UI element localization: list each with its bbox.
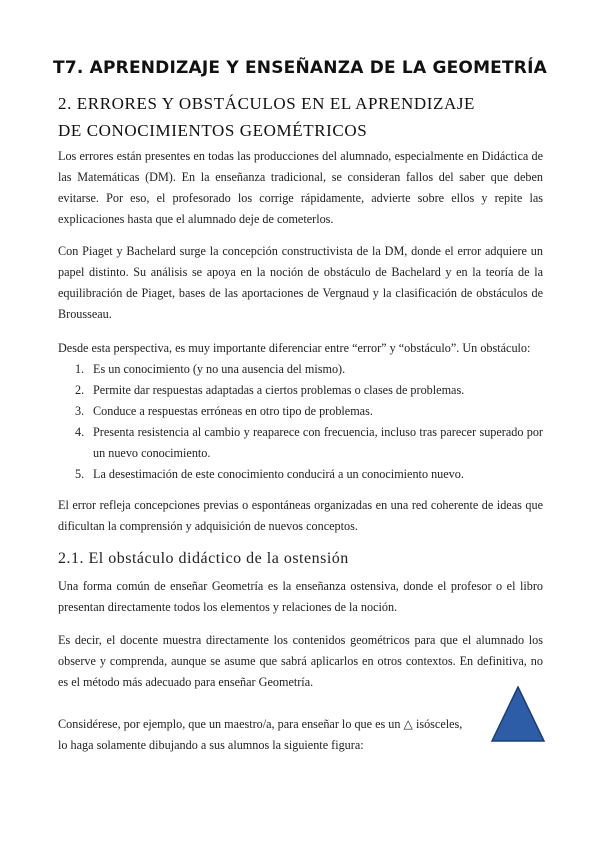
paragraph-error-conclusion: El error refleja concepciones previas o espontáneas organizadas en una red coherente de ideas que dificultan la comprensión y adquisición de nuevos conceptos. — [58, 498, 543, 533]
obstacle-characteristics-list — [58, 359, 543, 485]
paragraph-errors-intro: Los errores están presentes en todas las producciones del alumnado, especialmente en Didáctica de las Matemáticas (DM). En la enseñanza tradicional, se consideran fallos del saber que deben evitarse. Por eso, el profesorado los corrige rápidamente, advierte sobre ellos y repite las explicaciones hasta que el alumnado deje de cometerlos. — [58, 149, 543, 226]
paragraph-teacher-shows: Es decir, el docente muestra directamente los contenidos geométricos para que el alumnado los observe y comprenda, aunque se asume que sabrá aplicarlos en otros contextos. En definitiva, no es el método más adecuado para enseñar Geometría. — [58, 633, 543, 689]
list-item: 2. Permite dar respuestas adaptadas a ciertos problemas o clases de problemas. — [75, 383, 465, 397]
triangle-shape — [492, 687, 544, 741]
section-heading-line1: 2. ERRORES Y OBSTÁCULOS EN EL APRENDIZAJE — [58, 94, 476, 113]
list-item: 1. Es un conocimiento (y no una ausencia del mismo). — [75, 362, 346, 376]
list-item: 5. La desestimación de este conocimiento conducirá a un conocimiento nuevo. — [75, 467, 464, 481]
document-title: T7. APRENDIZAJE Y ENSEÑANZA DE LA GEOMETRÍA — [53, 58, 547, 78]
paragraph-example-line1: Considérese, por ejemplo, que un maestro/a, para enseñar lo que es un △ isósceles, — [58, 717, 463, 731]
list-item: 3. Conduce a respuestas erróneas en otro tipo de problemas. — [75, 404, 373, 418]
paragraph-ostensive-teaching: Una forma común de enseñar Geometría es la enseñanza ostensiva, donde el profesor o el libro presentan directamente todos los elementos y relaciones de la noción. — [58, 579, 543, 614]
section-heading-line2: DE CONOCIMIENTOS GEOMÉTRICOS — [58, 121, 368, 140]
isosceles-triangle-figure — [490, 686, 546, 742]
subsection-heading: 2.1. El obstáculo didáctico de la ostensión — [58, 550, 349, 567]
paragraph-constructivism: Con Piaget y Bachelard surge la concepción constructivista de la DM, donde el error adquiere un papel distinto. Su análisis se apoya en la noción de obstáculo de Bachelard y en la teoría de la equilibración de Piaget, bases de las aportaciones de Vergnaud y la clasificación de obstáculos de Brousseau. — [58, 244, 543, 321]
list-item: 4. Presenta resistencia al cambio y reaparece con frecuencia, incluso tras parecer superado por un nuevo conocimiento. — [75, 425, 543, 460]
paragraph-error-vs-obstacle: Desde esta perspectiva, es muy importante diferenciar entre “error” y “obstáculo”. Un obstáculo: — [58, 341, 531, 355]
paragraph-example-line2: lo haga solamente dibujando a sus alumnos la siguiente figura: — [58, 738, 364, 752]
